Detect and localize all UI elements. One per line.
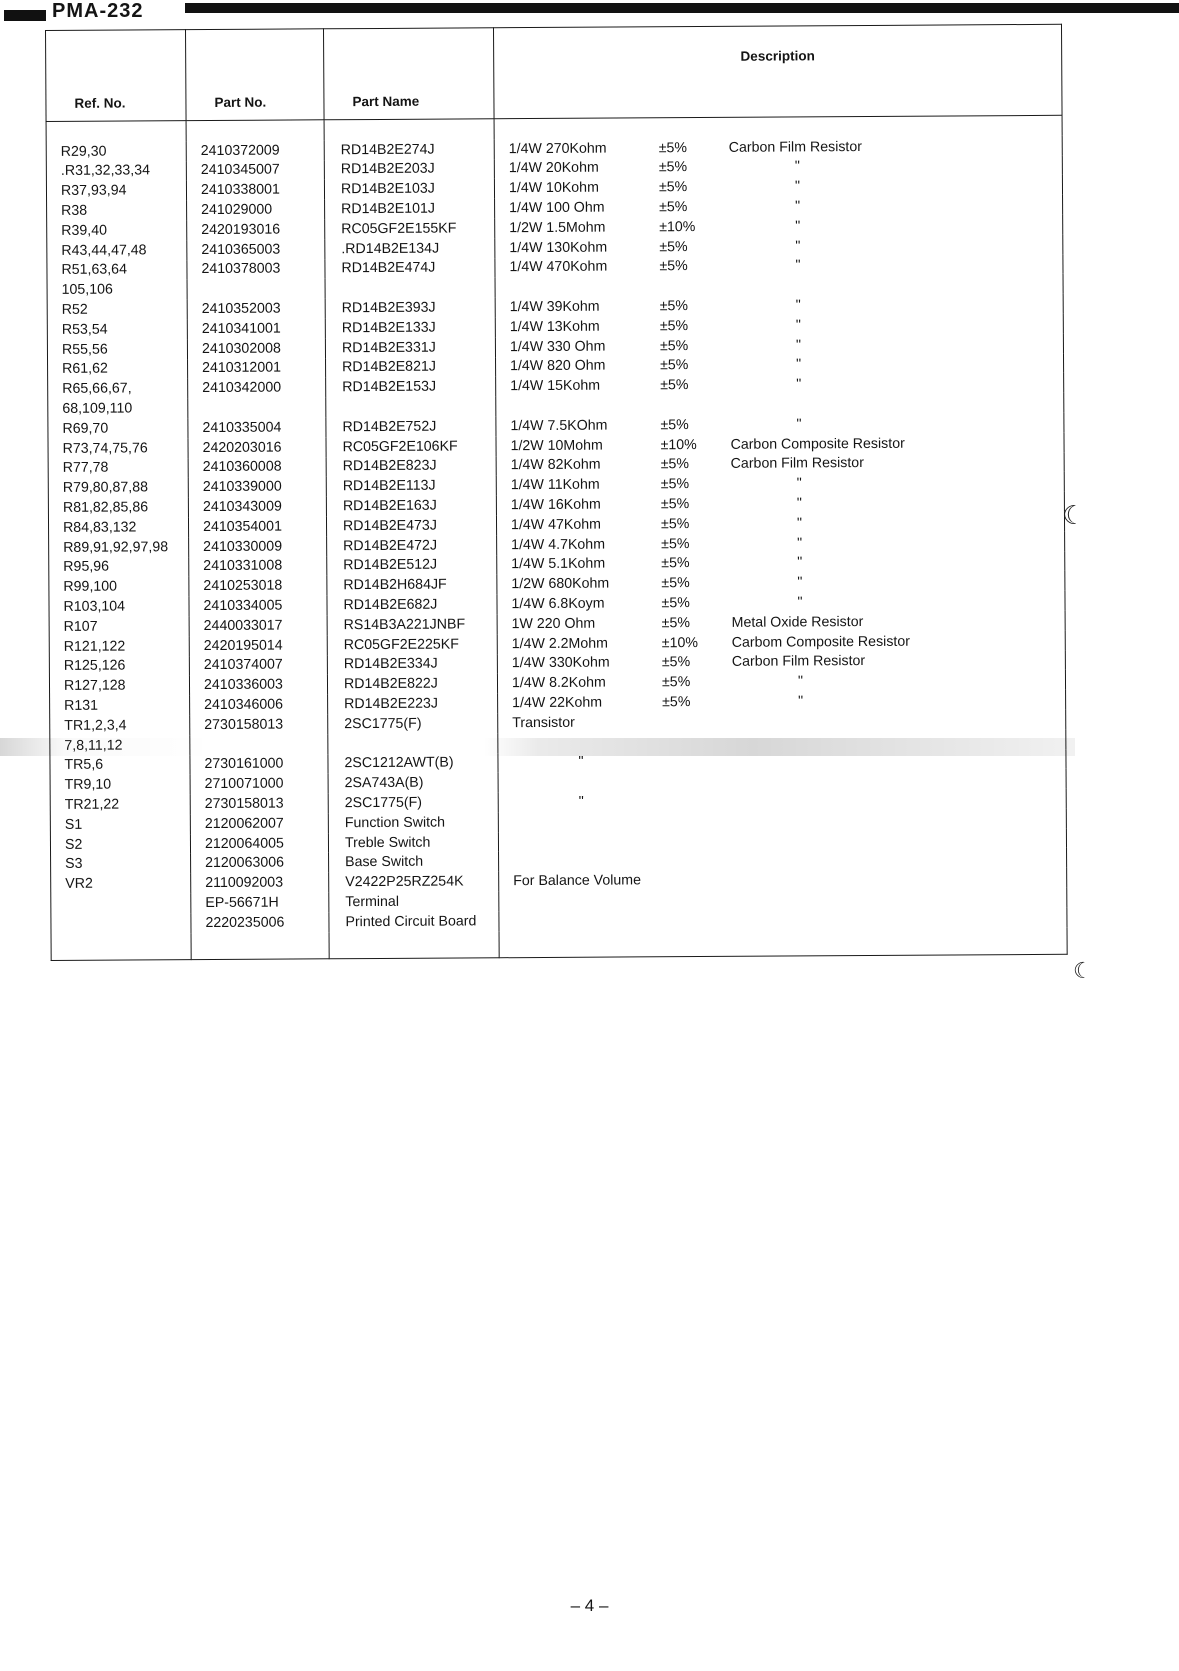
- part-no-cell: 2420195014: [189, 635, 327, 656]
- part-no-cell: 2410365003: [187, 239, 325, 260]
- description-rating: 1/2W 1.5Mohm: [509, 219, 606, 237]
- description-type: Carbon Film Resistor: [731, 653, 866, 671]
- ref-no-cell: R79,80,87,88: [48, 477, 188, 498]
- description-tolerance: ±5%: [658, 159, 688, 176]
- part-name-cell: [325, 278, 495, 299]
- ref-no-cell: R95,96: [49, 557, 189, 578]
- part-no-cell: 2410352003: [187, 298, 325, 319]
- description-rating: 1W 220 Ohm: [511, 615, 596, 632]
- part-name-cell: RD14B2E203J: [324, 159, 494, 180]
- part-no-cell: 2410345007: [186, 160, 324, 181]
- part-no-cell: 2410339000: [188, 477, 326, 498]
- description-rating: [513, 924, 663, 925]
- description-tolerance: ±5%: [660, 515, 690, 533]
- header-rule-left: [4, 10, 46, 21]
- ref-no-cell: 7,8,11,12: [50, 735, 190, 756]
- ref-no-cell: R99,100: [49, 576, 189, 597]
- column-header-part-name: Part Name: [323, 28, 494, 120]
- part-no-cell: 2730158013: [190, 714, 328, 735]
- part-name-cell: RD14B2E823J: [326, 456, 496, 477]
- part-no-cell: 2420203016: [188, 437, 326, 458]
- description-tolerance: ±5%: [659, 258, 688, 275]
- part-name-cell: RD14B2E472J: [327, 535, 497, 556]
- part-name-cell: 2SC1775(F): [328, 713, 498, 734]
- description-rating: 1/4W 22Kohm: [512, 694, 603, 712]
- part-no-cell: 2410330009: [189, 536, 327, 557]
- part-no-cell: 2730161000: [190, 754, 328, 775]
- part-no-cell: 2410312001: [188, 358, 326, 379]
- ref-no-cell: TR1,2,3,4: [50, 715, 190, 736]
- part-name-cell: RD14B2E113J: [326, 476, 496, 497]
- ref-no-cell: [51, 893, 191, 914]
- ref-no-cell: R89,91,92,97,98: [49, 537, 189, 558]
- description-type: Carbon Composite Resistor: [730, 435, 905, 453]
- ref-no-cell: R84,83,132: [48, 517, 188, 538]
- description-rating: [510, 409, 660, 410]
- ref-no-cell: R103,104: [49, 596, 189, 617]
- description-rating: 1/4W 130Kohm: [509, 239, 608, 256]
- description-tolerance: ±5%: [662, 694, 691, 711]
- part-name-cell: RS14B3A221JNBF: [327, 614, 497, 635]
- description-rating: [512, 746, 662, 747]
- description-tolerance: ±5%: [661, 674, 691, 691]
- ref-no-cell: R55,56: [47, 339, 187, 360]
- part-no-cell: 2410342000: [188, 378, 326, 399]
- description-rating: 1/4W 470Kohm: [509, 259, 608, 276]
- part-no-cell: 2410354001: [188, 516, 326, 537]
- description-type: ": [795, 198, 801, 215]
- ref-no-cell: TR9,10: [50, 774, 190, 795]
- part-name-cell: RD14B2E163J: [326, 495, 496, 516]
- description-rating: Transistor: [512, 714, 575, 731]
- parts-list-table: [45, 24, 1068, 961]
- ref-no-cell: R69,70: [48, 418, 188, 439]
- part-no-cell: 2120064005: [190, 833, 328, 854]
- part-name-cell: RD14B2E334J: [327, 654, 497, 675]
- description-rating: [513, 865, 663, 866]
- description-tolerance: ±5%: [661, 614, 690, 632]
- part-name-cell: RD14B2E153J: [326, 377, 496, 398]
- table-bottom-row: [51, 927, 1067, 960]
- part-name-cell: .RD14B2E134J: [325, 238, 495, 259]
- description-tolerance: ±5%: [659, 317, 689, 335]
- ref-no-cell: R131: [50, 695, 190, 716]
- description-tolerance: ±5%: [659, 298, 689, 315]
- description-rating: 1/4W 330Kohm: [511, 654, 610, 672]
- description-rating: 1/4W 20Kohm: [508, 160, 599, 177]
- description-tolerance: ±5%: [661, 575, 690, 592]
- ref-no-cell: R61,62: [48, 359, 188, 380]
- column-header-description: Description: [493, 24, 1062, 118]
- description-tolerance: ±5%: [660, 456, 690, 473]
- description-rating: 1/4W 270Kohm: [508, 140, 607, 157]
- ref-no-cell: S1: [50, 814, 190, 835]
- description-tolerance: ±10%: [660, 436, 697, 453]
- description-type: Metal Oxide Resistor: [731, 613, 864, 631]
- part-no-cell: 2410372009: [186, 140, 324, 161]
- description-rating: [513, 825, 663, 826]
- description-rating: 1/4W 10Kohm: [508, 179, 599, 197]
- ref-no-cell: R39,40: [47, 220, 187, 241]
- description-type: ": [798, 693, 804, 710]
- description-rating: 1/4W 8.2Kohm: [511, 674, 606, 692]
- description-rating: 1/4W 5.1Kohm: [511, 556, 606, 573]
- description-rating: For Balance Volume: [513, 872, 642, 890]
- ref-no-cell: R107: [49, 616, 189, 637]
- part-name-cell: [326, 396, 496, 417]
- part-name-cell: RD14B2E473J: [326, 515, 496, 536]
- description-type: ": [795, 257, 801, 274]
- description-rating: 1/2W 680Kohm: [511, 575, 610, 593]
- part-no-cell: 2220235006: [191, 912, 329, 933]
- description-type: ": [797, 673, 804, 690]
- description-rating: 1/4W 6.8Koym: [511, 595, 605, 613]
- ref-no-cell: R125,126: [49, 656, 189, 677]
- description-type: ": [797, 535, 803, 552]
- description-type: ": [796, 475, 802, 492]
- ref-no-cell: R73,74,75,76: [48, 438, 188, 459]
- column-header-part-no: Part No.: [186, 29, 325, 121]
- part-no-cell: 2410374007: [189, 655, 327, 676]
- description-rating: 1/4W 47Kohm: [510, 516, 601, 533]
- description-type: ": [794, 178, 801, 195]
- description-rating: 1/4W 11Kohm: [510, 476, 600, 494]
- part-name-cell: Treble Switch: [328, 832, 498, 853]
- description-type: ": [795, 337, 802, 354]
- description-type: ": [797, 554, 803, 571]
- description-type: ": [796, 495, 803, 512]
- description-rating: [513, 845, 663, 846]
- ref-no-cell: VR2: [51, 873, 191, 894]
- part-name-cell: RD14B2E331J: [325, 337, 495, 358]
- ref-no-cell: R29,30: [46, 141, 186, 162]
- description-rating: 1/4W 15Kohm: [510, 377, 601, 395]
- description-rating: 1/4W 2.2Mohm: [511, 635, 609, 652]
- description-rating: 1/4W 39Kohm: [509, 298, 600, 316]
- description-tolerance: ±5%: [660, 476, 690, 493]
- ref-no-cell: R77,78: [48, 458, 188, 479]
- ref-no-cell: .R31,32,33,34: [46, 161, 186, 182]
- margin-mark: ☾: [1073, 958, 1093, 983]
- part-name-cell: RD14B2E133J: [325, 317, 495, 338]
- part-no-cell: EP-56671H: [191, 892, 329, 913]
- description-tolerance: ±5%: [660, 496, 690, 513]
- document-title: PMA-232: [52, 0, 144, 22]
- part-name-cell: RD14B2H684JF: [327, 575, 497, 596]
- part-no-cell: 2410331008: [189, 556, 327, 577]
- description-rating: 1/2W 10Mohm: [510, 437, 603, 454]
- part-no-cell: 2110092003: [191, 873, 329, 894]
- part-name-cell: RD14B2E752J: [326, 416, 496, 437]
- part-no-cell: 2410341001: [187, 318, 325, 339]
- part-no-cell: 2410253018: [189, 576, 327, 597]
- part-no-cell: 2410360008: [188, 457, 326, 478]
- part-name-cell: RD14B2E821J: [326, 357, 496, 378]
- description-type: ": [795, 238, 801, 255]
- header-bar: [0, 0, 1179, 26]
- part-name-cell: 2SA743A(B): [328, 773, 498, 794]
- part-name-cell: RD14B2E682J: [327, 594, 497, 615]
- description-type: ": [797, 574, 803, 591]
- part-no-cell: 2410336003: [189, 675, 327, 696]
- part-no-cell: 2440033017: [189, 615, 327, 636]
- description-rating: 1/4W 82Kohm: [510, 457, 601, 474]
- column-header-ref-no: Ref. No.: [46, 30, 187, 122]
- part-name-cell: RD14B2E223J: [328, 693, 498, 714]
- part-no-cell: 2710071000: [190, 774, 328, 795]
- part-no-cell: 2410378003: [187, 259, 325, 280]
- ref-no-cell: S2: [50, 834, 190, 855]
- part-no-cell: 2410346006: [190, 694, 328, 715]
- part-no-cell: 2730158013: [190, 793, 328, 814]
- description-tolerance: ±5%: [660, 377, 689, 394]
- ref-no-cell: R127,128: [49, 675, 189, 696]
- description-rating: ": [578, 754, 584, 771]
- ref-no-cell: R65,66,67,: [48, 378, 188, 399]
- ref-no-cell: [51, 913, 191, 934]
- description-tolerance: ±5%: [659, 238, 688, 255]
- ref-no-cell: TR5,6: [50, 755, 190, 776]
- part-name-cell: Function Switch: [328, 812, 498, 833]
- part-name-cell: 2SC1775(F): [328, 792, 498, 813]
- page-number: – 4 –: [570, 1596, 609, 1615]
- ref-no-cell: R81,82,85,86: [48, 497, 188, 518]
- description-rating: 1/4W 100 Ohm: [509, 199, 605, 217]
- description-type: ": [795, 297, 801, 314]
- part-name-cell: Printed Circuit Board: [329, 911, 499, 932]
- description-rating: 1/4W 16Kohm: [510, 496, 601, 514]
- part-name-cell: RD14B2E822J: [327, 674, 497, 695]
- description-type: ": [796, 376, 802, 393]
- part-no-cell: 2410334005: [189, 595, 327, 616]
- part-no-cell: 2120062007: [190, 813, 328, 834]
- part-no-cell: [187, 279, 325, 300]
- ref-no-cell: R52: [47, 299, 187, 320]
- part-name-cell: RD14B2E101J: [325, 198, 495, 219]
- ref-no-cell: R121,122: [49, 636, 189, 657]
- description-type: ": [796, 356, 802, 373]
- description-rating: ": [578, 793, 584, 810]
- part-name-cell: [328, 733, 498, 754]
- description-tolerance: ±5%: [661, 654, 691, 671]
- description-tolerance: ±5%: [659, 199, 688, 216]
- description-type: Carbon Film Resistor: [730, 455, 864, 473]
- part-no-cell: [188, 397, 326, 418]
- part-no-cell: 2420193016: [187, 219, 325, 240]
- description-type: Carbon Film Resistor: [728, 138, 863, 156]
- description-tolerance: ±5%: [660, 357, 689, 374]
- description-tolerance: ±5%: [659, 337, 689, 354]
- parts-table-container: [45, 24, 1066, 931]
- part-name-cell: RD14B2E393J: [325, 297, 495, 318]
- part-no-cell: 2410343009: [188, 496, 326, 517]
- description-type: ": [794, 158, 800, 175]
- header-rule-right: [185, 3, 1179, 13]
- ref-no-cell: S3: [51, 854, 191, 875]
- part-no-cell: 2410302008: [187, 338, 325, 359]
- part-name-cell: 2SC1212AWT(B): [328, 753, 498, 774]
- description-tolerance: ±5%: [660, 416, 689, 434]
- ref-no-cell: R37,93,94: [46, 181, 186, 202]
- part-name-cell: V2422P25RZ254K: [329, 872, 499, 893]
- ref-no-cell: 105,106: [47, 280, 187, 301]
- description-rating: [513, 785, 663, 786]
- description-tolerance: ±10%: [661, 634, 698, 651]
- description-tolerance: ±5%: [661, 595, 690, 612]
- description-rating: 1/4W 13Kohm: [509, 318, 600, 336]
- ref-no-cell: R51,63,64: [47, 260, 187, 281]
- description-tolerance: ±10%: [659, 218, 696, 236]
- part-name-cell: RC05GF2E155KF: [325, 218, 495, 239]
- part-name-cell: Terminal: [329, 891, 499, 912]
- description-type: ": [796, 416, 802, 433]
- description-rating: 1/4W 4.7Kohm: [511, 536, 606, 553]
- description-type: Carbom Composite Resistor: [731, 633, 911, 651]
- description-tolerance: ±5%: [658, 139, 688, 156]
- description-tolerance: ±5%: [661, 555, 690, 572]
- description-type: ": [795, 317, 801, 334]
- part-name-cell: RD14B2E474J: [325, 258, 495, 279]
- part-name-cell: Base Switch: [329, 852, 499, 873]
- part-no-cell: [190, 734, 328, 755]
- part-no-cell: 2410335004: [188, 417, 326, 438]
- margin-mark: ☾: [1062, 500, 1086, 530]
- ref-no-cell: R53,54: [47, 319, 187, 340]
- description-type: ": [797, 594, 803, 611]
- part-no-cell: 2120063006: [191, 853, 329, 874]
- description-tolerance: ±5%: [661, 535, 690, 552]
- description-rating: [510, 291, 660, 292]
- part-name-cell: RD14B2E103J: [324, 179, 494, 200]
- description-type: ": [796, 515, 803, 532]
- description-rating: 1/4W 7.5KOhm: [510, 417, 608, 435]
- table-header-row: [46, 24, 1063, 121]
- part-no-cell: 2410338001: [186, 180, 324, 201]
- part-name-cell: RC05GF2E106KF: [326, 436, 496, 457]
- description-type: ": [795, 218, 801, 235]
- description-rating: 1/4W 820 Ohm: [510, 358, 606, 375]
- description-rating: [513, 904, 663, 905]
- part-no-cell: 241029000: [187, 199, 325, 220]
- ref-no-cell: TR21,22: [50, 794, 190, 815]
- description-rating: 1/4W 330 Ohm: [509, 338, 606, 355]
- ref-no-cell: 68,109,110: [48, 398, 188, 419]
- ref-no-cell: R38: [47, 200, 187, 221]
- part-name-cell: RD14B2E512J: [327, 555, 497, 576]
- part-name-cell: RD14B2E274J: [324, 139, 494, 160]
- part-name-cell: RC05GF2E225KF: [327, 634, 497, 655]
- description-tolerance: ±5%: [658, 179, 688, 196]
- ref-no-cell: R43,44,47,48: [47, 240, 187, 261]
